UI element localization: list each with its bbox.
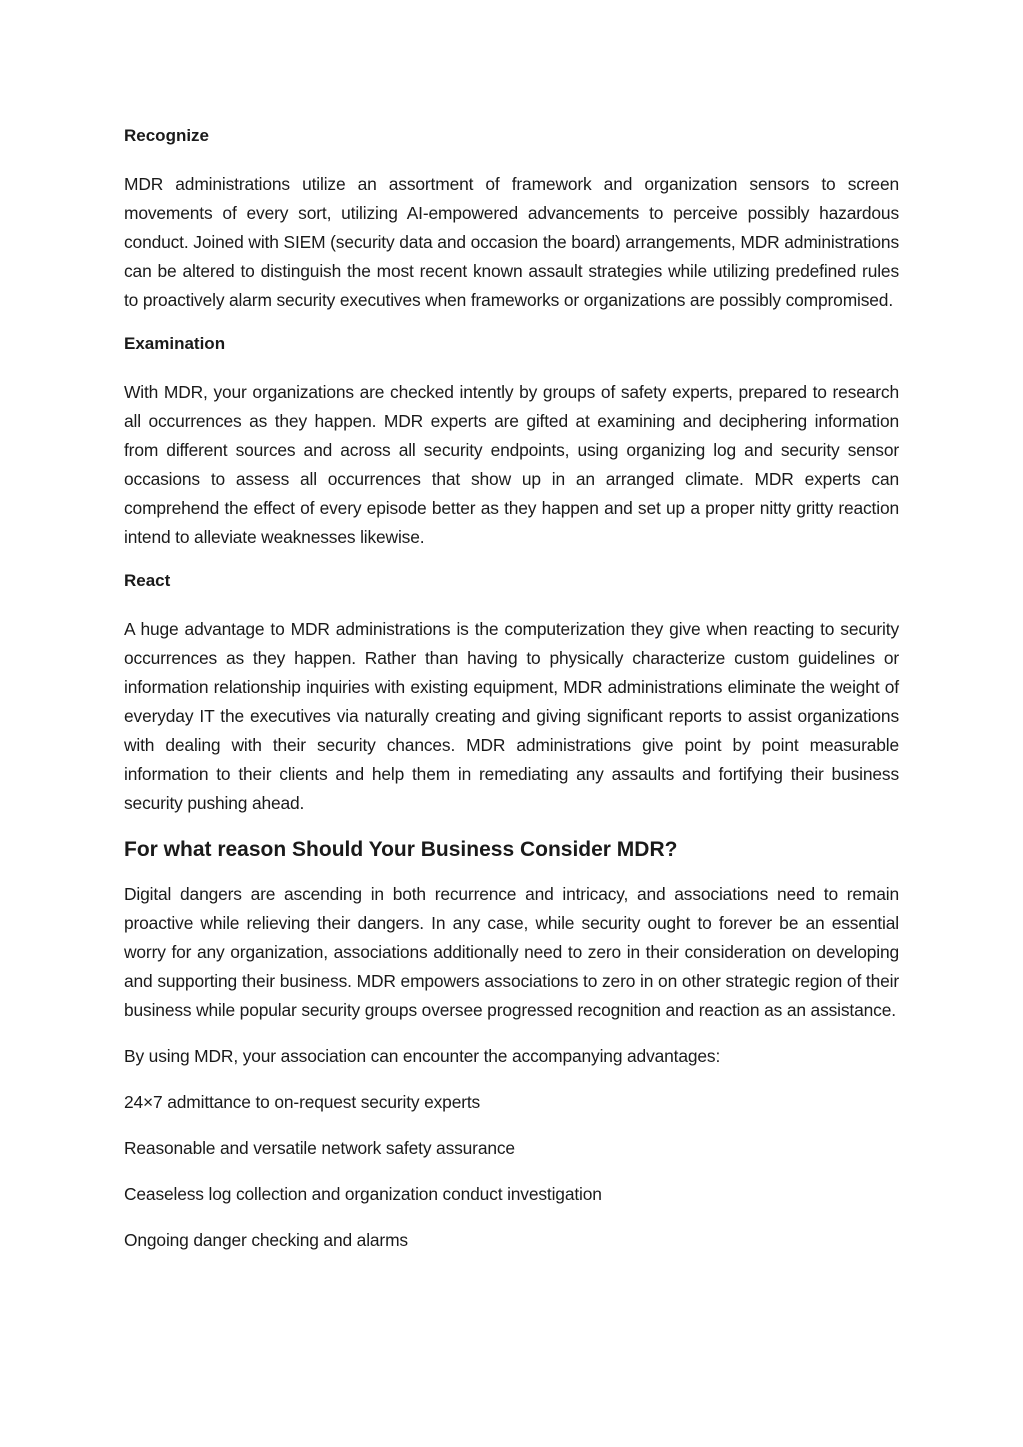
heading-why-mdr: For what reason Should Your Business Consider MDR?	[124, 838, 678, 861]
benefit-item: Ongoing danger checking and alarms	[124, 1230, 408, 1250]
paragraph-react: A huge advantage to MDR administrations is the computerization they give when reacting to security occurrences as they happen. Rather than having to physically characterize custom guidelines or information relationship inquiries with existing equipment, MDR administrations eliminate the weight of everyday IT the executives via naturally creating and giving significant reports to assist organizations with dealing with their security chances. MDR administrations give point by point measurable information to their clients and help them in remediating any assaults and fortifying their business security pushing ahead.	[124, 619, 899, 813]
paragraph-examination: With MDR, your organizations are checked intently by groups of safety experts, prepared to research all occurrences as they happen. MDR experts are gifted at examining and deciphering information from different sources and across all security endpoints, using organizing log and security sensor occasions to assess all occurrences that show up in an arranged climate. MDR experts can comprehend the effect of every episode better as they happen and set up a proper nitty gritty reaction intend to alleviate weaknesses likewise.	[124, 382, 899, 547]
heading-react: React	[124, 571, 171, 590]
paragraph-recognize: MDR administrations utilize an assortment of framework and organization sensors to screen movements of every sort, utilizing AI-empowered advancements to perceive possibly hazardous conduct. Joined with SIEM (security data and occasion the board) arrangements, MDR administrations can be altered to distinguish the most recent known assault strategies while utilizing predefined rules to proactively alarm security executives when frameworks or organizations are possibly compromised.	[124, 174, 899, 310]
heading-examination: Examination	[124, 334, 226, 353]
document-page	[124, 124, 899, 1272]
benefit-item: 24×7 admittance to on-request security experts	[124, 1092, 481, 1112]
paragraph-why-mdr: Digital dangers are ascending in both recurrence and intricacy, and associations need to remain proactive while relieving their dangers. In any case, while security ought to forever be an essential worry for any organization, associations additionally need to zero in their consideration on developing and supporting their business. MDR empowers associations to zero in on other strategic region of their business while popular security groups oversee progressed recognition and reaction as an assistance.	[124, 884, 899, 1020]
heading-recognize: Recognize	[124, 126, 210, 145]
benefit-item: Reasonable and versatile network safety assurance	[124, 1138, 515, 1158]
benefits-intro: By using MDR, your association can encounter the accompanying advantages:	[124, 1046, 721, 1066]
benefit-item: Ceaseless log collection and organization conduct investigation	[124, 1184, 602, 1204]
